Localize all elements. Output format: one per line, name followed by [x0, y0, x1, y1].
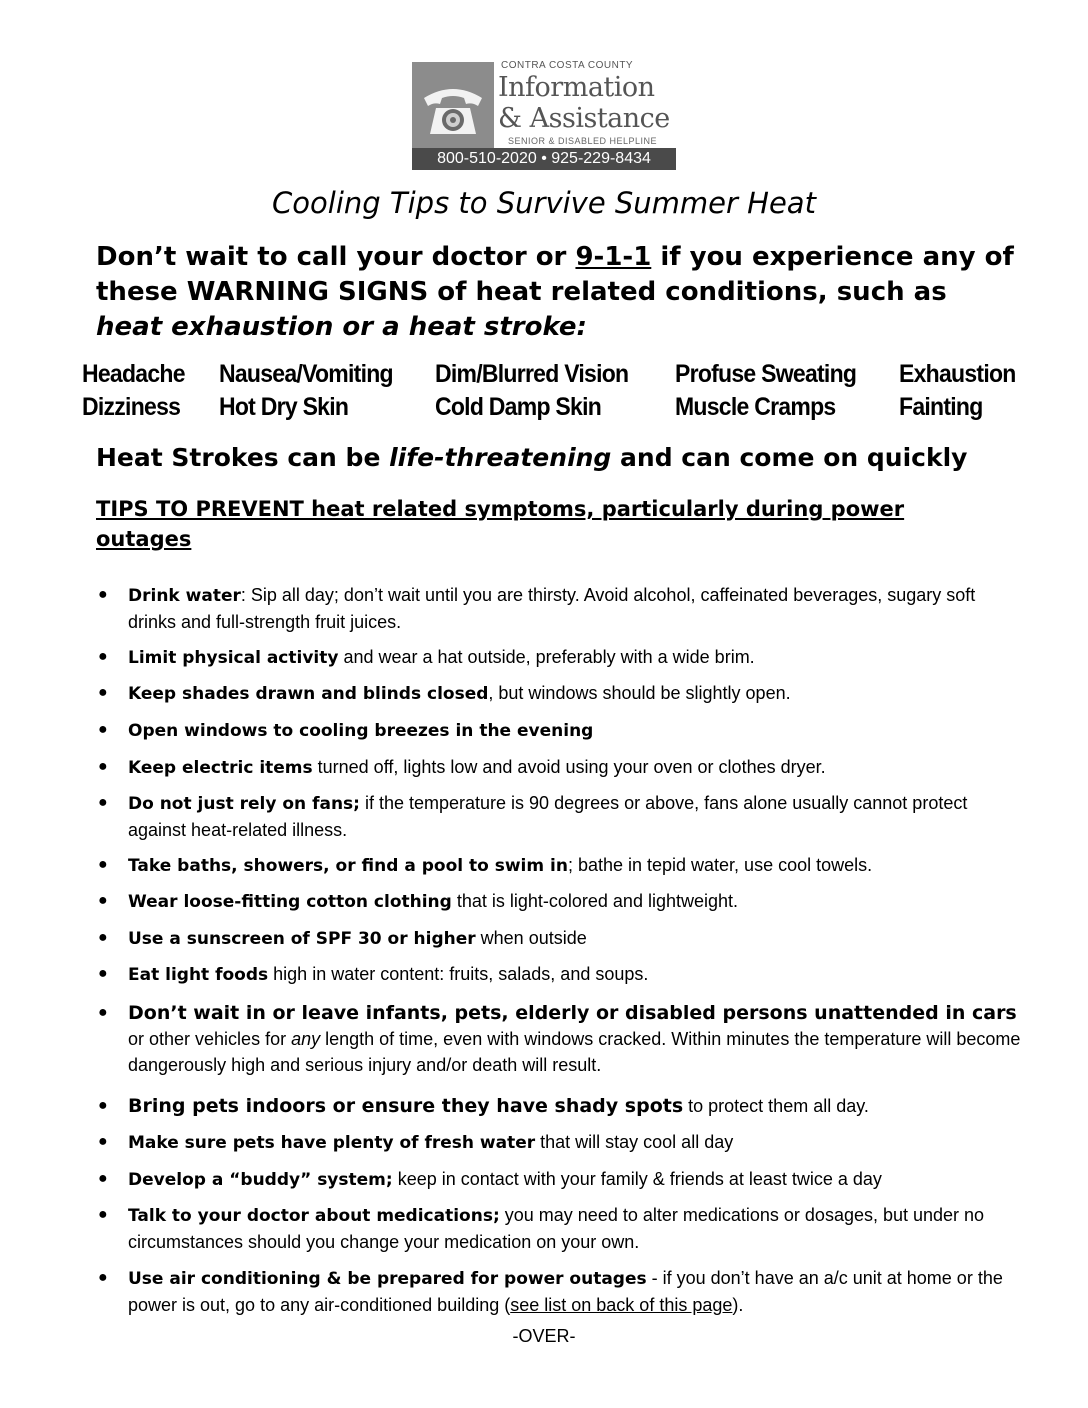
list-item [128, 888, 1028, 915]
bullet-icon: ● [98, 929, 108, 946]
see-list-link[interactable]: see list on back of this page [510, 1295, 733, 1315]
list-item [128, 680, 1028, 707]
warning-text-italic: heat exhaustion or a heat stroke: [96, 312, 587, 342]
tip-text: , but windows should be slightly open. [488, 683, 791, 703]
tip-text: to protect them all day. [683, 1096, 869, 1116]
tip-text: high in water content: fruits, salads, and soups. [268, 964, 649, 984]
tip-bold: Wear loose-fitting cotton clothing [128, 892, 452, 912]
tip-bold: Do not just rely on fans; [128, 794, 360, 814]
tip-bold: Talk to your doctor about medications; [128, 1206, 500, 1226]
bullet-icon: ● [98, 1206, 108, 1223]
tip-bold: Develop a “buddy” system; [128, 1170, 393, 1190]
symptom-item: Nausea/Vomiting [219, 360, 393, 388]
telephone-icon [420, 78, 486, 138]
bullet-icon: ● [98, 648, 108, 665]
tip-text: ). [732, 1295, 744, 1315]
strokes-text-part2: and can come on quickly [611, 443, 968, 472]
bullet-icon: ● [98, 892, 108, 909]
symptom-item: Muscle Cramps [675, 393, 836, 421]
list-item [128, 1129, 1028, 1156]
bullet-icon: ● [98, 586, 108, 603]
logo-county-text: CONTRA COSTA COUNTY [501, 60, 634, 71]
tips-heading: TIPS TO PREVENT heat related symptoms, particularly during power outages [96, 497, 905, 551]
page-title: Cooling Tips to Survive Summer Heat [272, 186, 816, 220]
tip-bold: Eat light foods [128, 965, 269, 985]
list-item [128, 852, 1028, 879]
bullet-icon: ● [98, 1097, 108, 1114]
list-item [128, 644, 1028, 671]
tip-text: you may need to alter medications or dosages, but under no circumstances should you change your medication on your own. [128, 1205, 985, 1252]
bullet-icon: ● [98, 1170, 108, 1187]
symptom-item: Headache [82, 360, 185, 388]
list-item [128, 1202, 1028, 1255]
bullet-icon: ● [98, 758, 108, 775]
tip-text: if the temperature is 90 degrees or above, fans alone usually cannot protect against heat-related illness. [128, 793, 968, 840]
tip-bold: Make sure pets have plenty of fresh water [128, 1133, 536, 1153]
tip-bold: Use air conditioning & be prepared for power outages [128, 1269, 647, 1289]
emergency-number: 9-1-1 [575, 242, 652, 272]
tip-text: or other vehicles for [128, 1029, 292, 1049]
tip-bold: Bring pets indoors or ensure they have shady spots [128, 1095, 684, 1117]
tip-text: keep in contact with your family & friends at least twice a day [392, 1169, 882, 1189]
symptom-item: Dim/Blurred Vision [435, 360, 629, 388]
strokes-text-italic: life-threatening [389, 443, 612, 472]
bullet-icon: ● [98, 1004, 108, 1021]
logo-assistance-text: & Assistance [498, 103, 670, 134]
warning-text-part2: if you experience any of these WARNING SIGNS of heat related conditions, such as [96, 242, 1014, 307]
symptom-item: Profuse Sweating [675, 360, 857, 388]
tip-bold: Use a sunscreen of SPF 30 or higher [128, 929, 476, 949]
tip-bold: Take baths, showers, or find a pool to swim in [128, 856, 568, 876]
logo-emblem [412, 62, 494, 150]
bullet-icon: ● [98, 684, 108, 701]
tip-text: that will stay cool all day [535, 1132, 734, 1152]
bullet-icon: ● [98, 1269, 108, 1286]
bullet-icon: ● [98, 965, 108, 982]
tip-text: : Sip all day; don’t wait until you are thirsty. Avoid alcohol, caffeinated beverages, sugary soft drinks and full-strength fruit juices. [128, 585, 976, 632]
tip-bold: Keep electric items [128, 758, 313, 778]
list-item [128, 754, 1028, 781]
helpline-logo [412, 60, 676, 170]
heat-stroke-warning [96, 443, 967, 472]
bullet-icon: ● [98, 794, 108, 811]
tip-text: ; bathe in tepid water, use cool towels. [567, 855, 873, 875]
bullet-icon: ● [98, 1133, 108, 1150]
warning-text-part1: Don’t wait to call your doctor or [96, 242, 576, 272]
bullet-icon: ● [98, 721, 108, 738]
list-item [128, 790, 1028, 843]
over-indicator: -OVER- [512, 1326, 576, 1346]
symptom-item: Cold Damp Skin [435, 393, 602, 421]
symptom-item: Fainting [899, 393, 983, 421]
tip-text: that is light-colored and lightweight. [451, 891, 739, 911]
logo-tagline: SENIOR & DISABLED HELPLINE [508, 136, 658, 146]
tip-text: and wear a hat outside, preferably with a wide brim. [338, 647, 755, 667]
tip-italic: any [291, 1029, 321, 1049]
list-item [128, 961, 1028, 988]
tip-bold: Don’t wait in or leave infants, pets, elderly or disabled persons unattended in cars [128, 1002, 1017, 1024]
strokes-text-part1: Heat Strokes can be [96, 443, 390, 472]
tip-text: turned off, lights low and avoid using your oven or clothes dryer. [312, 757, 826, 777]
symptom-item: Hot Dry Skin [219, 393, 349, 421]
symptom-item: Exhaustion [899, 360, 1016, 388]
list-item [128, 1265, 1028, 1318]
tip-bold: Limit physical activity [128, 648, 339, 668]
list-item [128, 925, 1028, 952]
list-item [128, 1000, 1028, 1078]
bullet-icon: ● [98, 856, 108, 873]
tip-bold: Keep shades drawn and blinds closed [128, 684, 489, 704]
tip-bold: Drink water [128, 586, 241, 606]
warning-paragraph [96, 240, 1056, 345]
logo-information-text: Information [498, 72, 655, 103]
tip-bold: Open windows to cooling breezes in the evening [128, 721, 594, 741]
list-item [128, 1093, 1028, 1119]
tip-text: - if you don’t have an a/c unit at home or the power is out, go to any air-conditioned building ( [128, 1268, 1003, 1315]
logo-phone-numbers: 800-510-2020 • 925-229-8434 [412, 148, 676, 170]
list-item [128, 717, 1028, 744]
tip-text: when outside [475, 928, 587, 948]
tip-text: length of time, even with windows cracked. Within minutes the temperature will become dangerously high and serious injury and/or death will result. [128, 1029, 1021, 1075]
list-item [128, 1166, 1028, 1193]
symptom-item: Dizziness [82, 393, 181, 421]
list-item [128, 582, 1028, 635]
